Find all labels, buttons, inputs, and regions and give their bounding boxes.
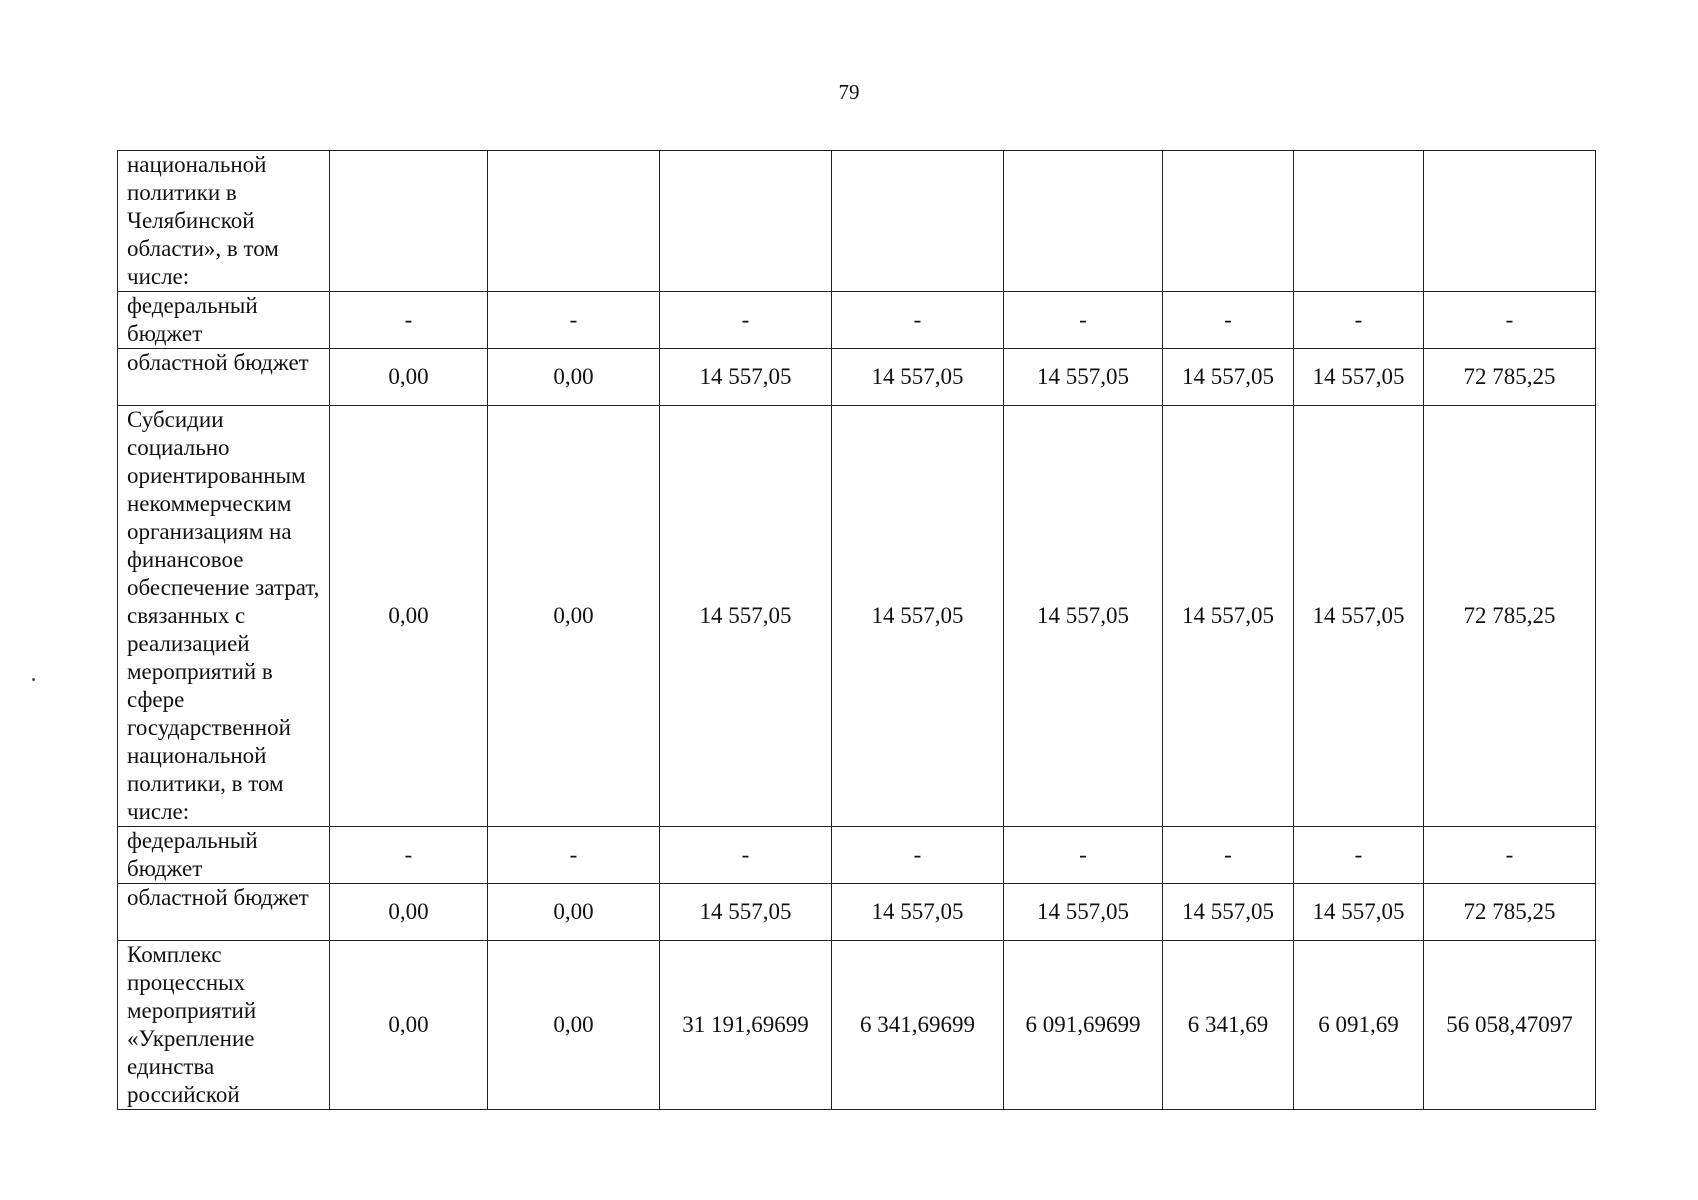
table-cell: -: [660, 292, 832, 349]
table-cell: 0,00: [330, 884, 488, 941]
table-cell: 14 557,05: [660, 884, 832, 941]
table-cell: 14 557,05: [1163, 884, 1294, 941]
table-cell: [1004, 151, 1163, 292]
table-cell: -: [832, 292, 1004, 349]
table-cell: 14 557,05: [832, 406, 1004, 827]
table-cell: 14 557,05: [1004, 349, 1163, 406]
table-cell: 14 557,05: [1163, 349, 1294, 406]
scan-speck: [32, 678, 35, 681]
table-cell: -: [1163, 827, 1294, 884]
table-cell: [1163, 151, 1294, 292]
table-cell: 14 557,05: [1163, 406, 1294, 827]
table-row: [118, 151, 1596, 292]
table-body: [118, 151, 1596, 1110]
table-cell: 72 785,25: [1424, 884, 1596, 941]
table-cell: 0,00: [488, 349, 660, 406]
table-cell: 14 557,05: [832, 349, 1004, 406]
table-cell: 6 091,69: [1294, 941, 1424, 1110]
row-label: национальной политики в Челябинской области», в том числе:: [118, 151, 330, 292]
table-cell: -: [1294, 292, 1424, 349]
table-row: [118, 941, 1596, 1110]
table-cell: 14 557,05: [1294, 884, 1424, 941]
table-cell: 14 557,05: [660, 349, 832, 406]
table-cell: [832, 151, 1004, 292]
table-cell: -: [488, 292, 660, 349]
table-cell: 6 341,69: [1163, 941, 1294, 1110]
table-cell: 14 557,05: [1294, 406, 1424, 827]
table-cell: -: [1004, 292, 1163, 349]
table-cell: 0,00: [488, 884, 660, 941]
page-number: 79: [838, 80, 860, 104]
table-cell: 0,00: [488, 406, 660, 827]
table-cell: -: [1424, 292, 1596, 349]
row-label: федеральный бюджет: [118, 827, 330, 884]
table-cell: -: [1294, 827, 1424, 884]
table-cell: [488, 151, 660, 292]
table-cell: -: [330, 292, 488, 349]
row-label: областной бюджет: [118, 349, 330, 406]
table-cell: 0,00: [330, 406, 488, 827]
table-cell: [660, 151, 832, 292]
table-cell: 6 341,69699: [832, 941, 1004, 1110]
table-cell: 6 091,69699: [1004, 941, 1163, 1110]
table-cell: 31 191,69699: [660, 941, 832, 1110]
table-cell: 72 785,25: [1424, 406, 1596, 827]
table-cell: 0,00: [330, 941, 488, 1110]
table-row: [118, 292, 1596, 349]
table-row: [118, 884, 1596, 941]
table-cell: -: [832, 827, 1004, 884]
table-cell: 14 557,05: [660, 406, 832, 827]
budget-table: [117, 150, 1596, 1110]
table-cell: [330, 151, 488, 292]
row-label: Комплекс процессных мероприятий «Укрепление единства российской: [118, 941, 330, 1110]
table-cell: 14 557,05: [832, 884, 1004, 941]
table-cell: -: [1004, 827, 1163, 884]
table-cell: -: [660, 827, 832, 884]
table-cell: 14 557,05: [1294, 349, 1424, 406]
table-cell: 0,00: [488, 941, 660, 1110]
row-label: областной бюджет: [118, 884, 330, 941]
row-label: Субсидии социально ориентированным некоммерческим организациям на финансовое обеспечение затрат, связанных с реализацией мероприятий в сфере государственной национальной политики, в том числе:: [118, 406, 330, 827]
table-cell: 14 557,05: [1004, 884, 1163, 941]
table-cell: -: [1163, 292, 1294, 349]
table-cell: -: [330, 827, 488, 884]
table-cell: 72 785,25: [1424, 349, 1596, 406]
table-row: [118, 349, 1596, 406]
row-label: федеральный бюджет: [118, 292, 330, 349]
table-cell: [1424, 151, 1596, 292]
table-cell: 14 557,05: [1004, 406, 1163, 827]
table-cell: 0,00: [330, 349, 488, 406]
table-cell: [1294, 151, 1424, 292]
table-row: [118, 827, 1596, 884]
table-row: [118, 406, 1596, 827]
table-cell: -: [1424, 827, 1596, 884]
table-cell: -: [488, 827, 660, 884]
table-cell: 56 058,47097: [1424, 941, 1596, 1110]
